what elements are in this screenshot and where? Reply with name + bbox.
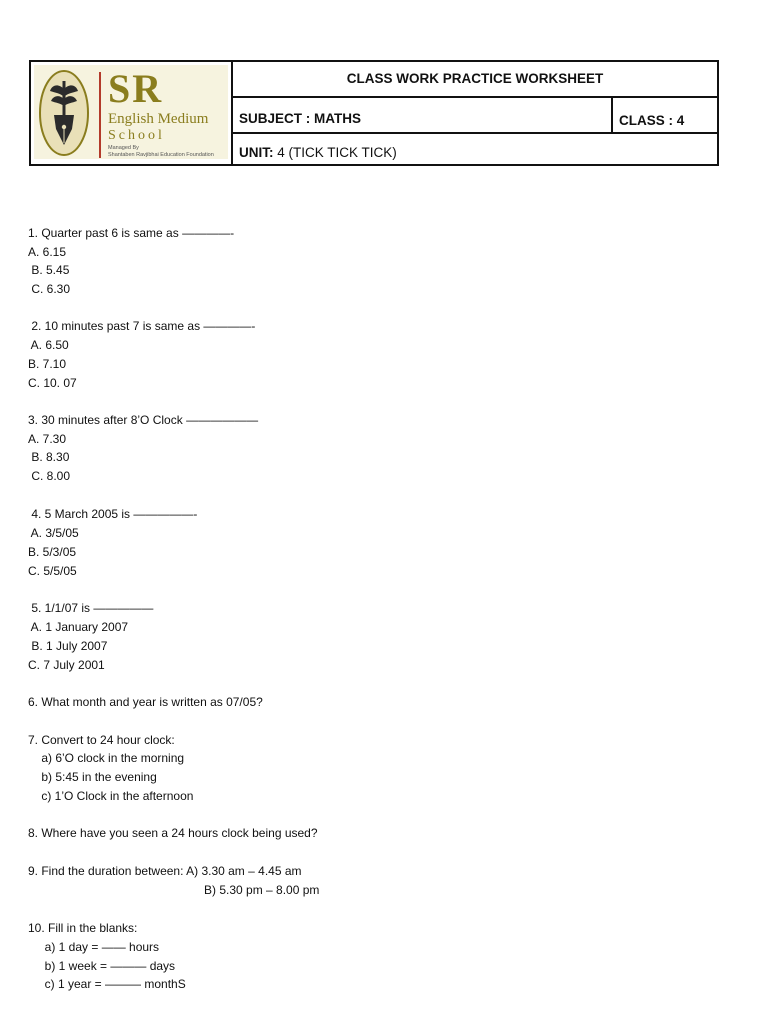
- question-9: 9. Find the duration between: A) 3.30 am – 4.45 am: [28, 864, 302, 878]
- logo-initials: SR: [108, 66, 164, 111]
- option-2a: A. 6.50: [28, 338, 69, 352]
- class-label: CLASS : 4: [613, 98, 717, 134]
- question-5: 5. 1/1/07 is —————: [28, 601, 154, 615]
- question-6: 6. What month and year is written as 07/05?: [28, 695, 263, 709]
- worksheet-title: CLASS WORK PRACTICE WORKSHEET: [233, 62, 717, 98]
- option-1a: A. 6.15: [28, 245, 67, 259]
- option-5a: A. 1 January 2007: [28, 620, 129, 634]
- subject-label: SUBJECT : MATHS: [233, 98, 613, 134]
- option-10c: c) 1 year = ——— monthS: [28, 977, 186, 991]
- logo-cell: [31, 62, 233, 164]
- option-4b: B. 5/3/05: [28, 545, 77, 559]
- managed-by-label: Managed By: [108, 145, 139, 151]
- option-1b: B. 5.45: [28, 263, 70, 277]
- option-2b: B. 7.10: [28, 357, 67, 371]
- option-5c: C. 7 July 2001: [28, 658, 105, 672]
- logo-managed-by: [108, 145, 214, 159]
- option-1c: C. 6.30: [28, 282, 71, 296]
- option-5b: B. 1 July 2007: [28, 639, 108, 653]
- question-7: 7. Convert to 24 hour clock:: [28, 733, 175, 747]
- option-4a: A. 3/5/05: [28, 526, 79, 540]
- school-logo: [34, 65, 228, 159]
- unit-value: 4 (TICK TICK TICK): [277, 145, 397, 160]
- option-3a: A. 7.30: [28, 432, 67, 446]
- option-10b: b) 1 week = ——— days: [28, 959, 176, 973]
- option-7c: c) 1’O Clock in the afternoon: [28, 789, 194, 803]
- option-10a: a) 1 day = —— hours: [28, 940, 160, 954]
- option-3b: B. 8.30: [28, 450, 70, 464]
- option-9b: B) 5.30 pm – 8.00 pm: [204, 883, 320, 897]
- question-10: 10. Fill in the blanks:: [28, 921, 138, 935]
- question-2: 2. 10 minutes past 7 is same as ————-: [28, 319, 256, 333]
- question-3: 3. 30 minutes after 8’O Clock ——————: [28, 413, 259, 427]
- worksheet-header: [29, 60, 719, 166]
- option-2c: C. 10. 07: [28, 376, 77, 390]
- option-7b: b) 5:45 in the evening: [28, 770, 157, 784]
- logo-line1: English Medium: [108, 111, 209, 127]
- option-3c: C. 8.00: [28, 469, 71, 483]
- question-8: 8. Where have you seen a 24 hours clock being used?: [28, 826, 318, 840]
- logo-divider: [99, 72, 101, 158]
- option-7a: a) 6’O clock in the morning: [28, 751, 185, 765]
- pen-nib-emblem-icon: [38, 69, 90, 157]
- option-4c: C. 5/5/05: [28, 564, 77, 578]
- foundation-name: Shantaben Ravjibhai Education Foundation: [108, 152, 214, 158]
- unit-label: UNIT:: [239, 145, 274, 160]
- logo-line2: School: [108, 128, 165, 143]
- question-4: 4. 5 March 2005 is —————-: [28, 507, 198, 521]
- unit-row: [233, 134, 717, 164]
- question-1: 1. Quarter past 6 is same as ————-: [28, 226, 235, 240]
